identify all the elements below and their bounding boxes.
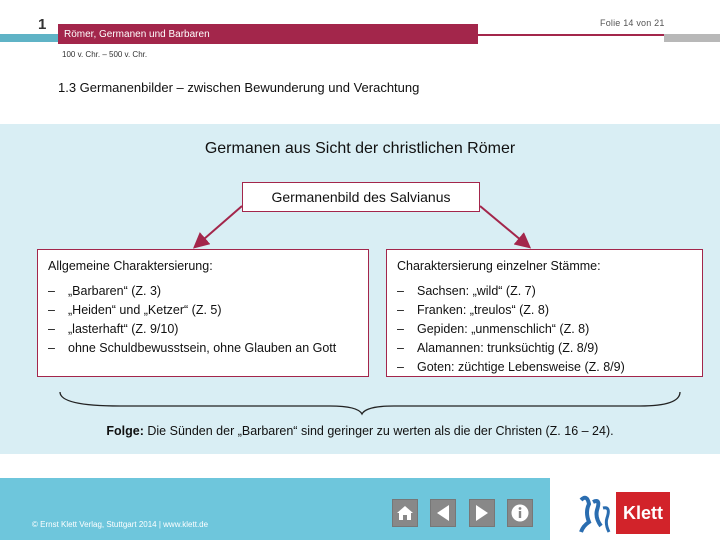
slide-counter: Folie 14 von 21 <box>600 18 665 28</box>
list-item: – ohne Schuldbewusstsein, ohne Glauben an Gott <box>48 340 358 356</box>
center-box: Germanenbild des Salvianus <box>242 182 480 212</box>
arrow-left <box>196 206 242 246</box>
list-item: – „lasterhaft“ (Z. 9/10) <box>48 321 358 337</box>
conclusion-label: Folge: <box>106 424 144 438</box>
info-button[interactable] <box>507 499 533 527</box>
chapter-number: 1 <box>38 16 47 33</box>
tribes-characterization-title: Charaktersierung einzelner Stämme: <box>397 259 601 273</box>
copyright: © Ernst Klett Verlag, Stuttgart 2014 | www.klett.de <box>32 520 209 529</box>
list-item: – Sachsen: „wild“ (Z. 7) <box>397 283 692 299</box>
chapter-title: Römer, Germanen und Barbaren <box>58 24 478 44</box>
list-item: – Goten: züchtige Lebensweise (Z. 8/9) <box>397 359 692 375</box>
home-button[interactable] <box>392 499 418 527</box>
info-icon <box>510 503 530 523</box>
previous-slide-button[interactable] <box>430 499 456 527</box>
general-characterization-box <box>37 249 369 377</box>
list-item: – „Barbaren“ (Z. 3) <box>48 283 358 299</box>
section-title: 1.3 Germanenbilder – zwischen Bewunderung und Verachtung <box>58 80 420 95</box>
footer-band <box>0 478 550 540</box>
triangle-left-icon <box>434 503 452 523</box>
triangle-right-icon <box>473 503 491 523</box>
main-heading: Germanen aus Sicht der christlichen Römer <box>204 140 516 157</box>
list-item: – Gepiden: „unmenschlich“ (Z. 8) <box>397 321 692 337</box>
klett-logo-mark-icon <box>575 492 615 536</box>
list-item: – „Heiden“ und „Ketzer“ (Z. 5) <box>48 302 358 318</box>
list-item: – Alamannen: trunksüchtig (Z. 8/9) <box>397 340 692 356</box>
tribes-characterization-box <box>386 249 703 377</box>
conclusion <box>0 424 720 438</box>
next-slide-button[interactable] <box>469 499 495 527</box>
list-item: – Franken: „treulos“ (Z. 8) <box>397 302 692 318</box>
brace <box>60 392 680 414</box>
arrow-right <box>480 206 528 246</box>
home-icon <box>395 503 415 523</box>
klett-logo-text: Klett <box>616 492 670 534</box>
period-label: 100 v. Chr. – 500 v. Chr. <box>62 50 148 59</box>
conclusion-text: Die Sünden der „Barbaren“ sind geringer zu werten als die der Christen (Z. 16 – 24). <box>143 424 614 438</box>
general-characterization-title: Allgemeine Charaktersierung: <box>48 259 213 273</box>
